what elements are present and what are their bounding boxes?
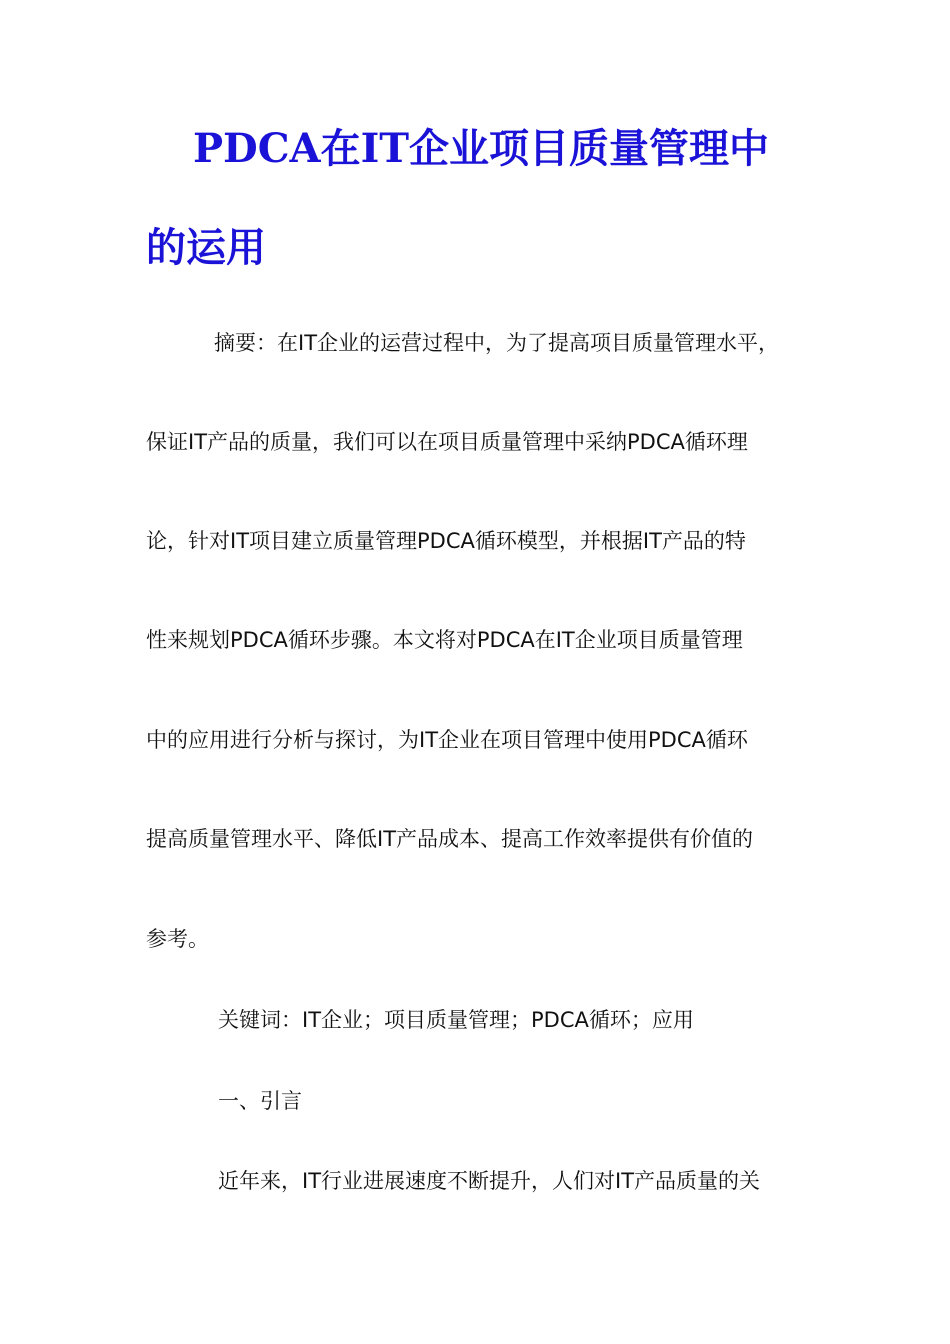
section-heading-introduction: 一、引言 <box>218 1089 302 1113</box>
document-title-line-2: 的运用 <box>146 224 266 271</box>
abstract-line-6: 提高质量管理水平、降低IT产品成本、提高工作效率提供有价值的 <box>146 827 754 851</box>
document-title-line-1: PDCA在IT企业项目质量管理中 <box>192 125 770 172</box>
intro-paragraph-line-1: 近年来，IT行业进展速度不断提升，人们对IT产品质量的关 <box>218 1169 761 1193</box>
abstract-line-2: 保证IT产品的质量，我们可以在项目质量管理中采纳PDCA循环理 <box>146 430 748 454</box>
abstract-line-3: 论，针对IT项目建立质量管理PDCA循环模型，并根据IT产品的特 <box>146 529 746 553</box>
abstract-line-4: 性来规划PDCA循环步骤。本文将对PDCA在IT企业项目质量管理 <box>146 628 743 652</box>
abstract-line-5: 中的应用进行分析与探讨，为IT企业在项目管理中使用PDCA循环 <box>146 728 748 752</box>
abstract-line-1: 摘要：在IT企业的运营过程中，为了提高项目质量管理水平， <box>214 331 780 355</box>
keywords-line: 关键词：IT企业；项目质量管理；PDCA循环；应用 <box>218 1008 694 1032</box>
abstract-line-7: 参考。 <box>146 927 209 951</box>
